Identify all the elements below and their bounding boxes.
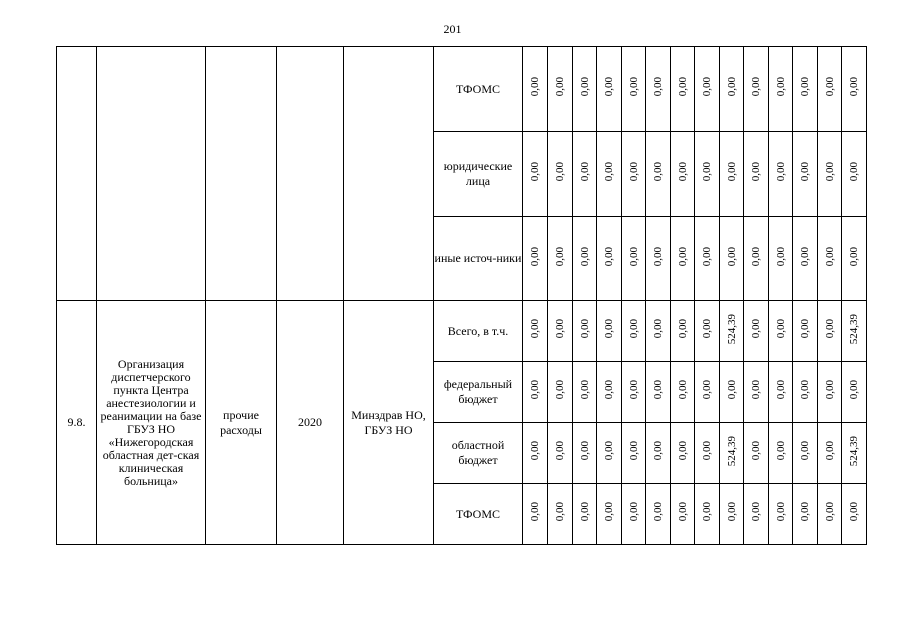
empty-merged-cell	[277, 47, 344, 301]
value-text: 0,00	[799, 77, 811, 97]
value-cell	[720, 132, 744, 217]
value-cell	[818, 484, 842, 545]
value-text: 0,00	[529, 319, 541, 339]
value-cell	[842, 47, 867, 132]
value-cell	[695, 47, 720, 132]
value-cell	[646, 484, 671, 545]
value-text: 0,00	[799, 319, 811, 339]
value-cell	[523, 132, 548, 217]
value-cell	[573, 423, 597, 484]
value-cell	[769, 362, 793, 423]
value-cell	[523, 423, 548, 484]
value-cell	[744, 423, 769, 484]
value-cell	[622, 132, 646, 217]
value-text: 0,00	[750, 380, 762, 400]
value-text: 0,00	[676, 162, 689, 182]
value-cell	[842, 301, 867, 362]
value-cell	[720, 484, 744, 545]
value-text: 0,00	[725, 77, 738, 97]
value-text: 0,00	[652, 441, 664, 461]
value-text: 0,00	[750, 441, 762, 461]
value-cell	[793, 132, 818, 217]
empty-merged-cell	[344, 47, 434, 301]
value-cell	[818, 423, 842, 484]
value-text: 0,00	[578, 380, 591, 400]
value-text: 0,00	[823, 77, 836, 97]
value-cell	[769, 423, 793, 484]
value-text: 0,00	[799, 502, 811, 522]
value-cell	[818, 362, 842, 423]
funding-source: иные источ-ники	[434, 217, 523, 301]
value-text: 0,00	[750, 77, 762, 97]
value-cell	[793, 217, 818, 301]
value-cell	[744, 132, 769, 217]
value-text: 0,00	[578, 319, 591, 339]
value-cell	[793, 47, 818, 132]
value-text: 0,00	[676, 246, 689, 267]
value-text: 0,00	[848, 502, 860, 522]
value-text: 0,00	[529, 441, 541, 461]
value-text: 0,00	[823, 502, 836, 522]
value-text: 524,39	[725, 435, 738, 467]
value-text: 0,00	[603, 380, 615, 400]
value-cell	[523, 362, 548, 423]
value-cell	[769, 47, 793, 132]
value-cell	[523, 301, 548, 362]
value-cell	[548, 217, 573, 301]
value-cell	[523, 484, 548, 545]
value-text: 0,00	[652, 502, 664, 522]
value-text: 0,00	[578, 502, 591, 522]
value-text: 0,00	[652, 380, 664, 400]
value-text: 0,00	[676, 502, 689, 522]
value-text: 0,00	[799, 246, 811, 267]
funding-source: юридические лица	[434, 132, 523, 217]
value-text: 0,00	[848, 77, 860, 97]
value-text: 0,00	[848, 162, 860, 182]
value-cell	[597, 484, 622, 545]
value-text: 0,00	[652, 77, 664, 97]
value-text: 0,00	[701, 441, 713, 461]
value-cell	[744, 301, 769, 362]
value-cell	[622, 362, 646, 423]
funding-source: ТФОМС	[434, 484, 523, 545]
value-text: 0,00	[652, 319, 664, 339]
value-text: 0,00	[774, 77, 787, 97]
budget-table	[56, 46, 867, 545]
value-cell	[793, 423, 818, 484]
value-cell	[744, 47, 769, 132]
value-cell	[646, 217, 671, 301]
value-cell	[842, 362, 867, 423]
value-cell	[818, 301, 842, 362]
value-cell	[818, 132, 842, 217]
value-text: 0,00	[701, 319, 713, 339]
value-text: 0,00	[554, 502, 566, 522]
value-text: 0,00	[529, 162, 541, 182]
table-row	[57, 47, 867, 132]
value-cell	[842, 132, 867, 217]
value-cell	[646, 132, 671, 217]
value-text: 0,00	[725, 502, 738, 522]
value-text: 0,00	[529, 380, 541, 400]
value-text: 0,00	[578, 246, 591, 267]
value-text: 0,00	[652, 162, 664, 182]
value-text: 0,00	[799, 441, 811, 461]
value-text: 0,00	[578, 162, 591, 182]
value-cell	[622, 484, 646, 545]
value-cell	[523, 217, 548, 301]
value-text: 0,00	[529, 502, 541, 522]
funding-source: Всего, в т.ч.	[434, 301, 523, 362]
value-text: 0,00	[627, 162, 640, 182]
value-cell	[646, 423, 671, 484]
value-text: 0,00	[750, 246, 762, 267]
value-text: 0,00	[554, 319, 566, 339]
value-cell	[622, 301, 646, 362]
value-text: 0,00	[676, 380, 689, 400]
value-cell	[646, 47, 671, 132]
value-cell	[793, 362, 818, 423]
value-text: 0,00	[603, 77, 615, 97]
value-cell	[671, 362, 695, 423]
value-cell	[769, 301, 793, 362]
value-text: 0,00	[701, 162, 713, 182]
value-cell	[548, 301, 573, 362]
value-text: 0,00	[603, 441, 615, 461]
value-text: 0,00	[799, 162, 811, 182]
value-text: 0,00	[823, 441, 836, 461]
value-text: 0,00	[701, 77, 713, 97]
value-cell	[622, 423, 646, 484]
value-cell	[573, 132, 597, 217]
value-text: 0,00	[652, 246, 664, 267]
value-cell	[720, 362, 744, 423]
value-text: 0,00	[774, 502, 787, 522]
value-cell	[597, 47, 622, 132]
item-name: Организация диспетчерского пункта Центра анестезиологии и реанимации на базе ГБУЗ НО «Нижегородская областная дет-ская клиническая больница»	[97, 301, 206, 545]
empty-merged-cell	[57, 47, 97, 301]
empty-merged-cell	[97, 47, 206, 301]
value-text: 0,00	[554, 380, 566, 400]
value-cell	[548, 423, 573, 484]
value-cell	[793, 484, 818, 545]
value-text: 0,00	[823, 162, 836, 182]
value-text: 0,00	[823, 246, 836, 267]
value-text: 524,39	[848, 313, 860, 345]
table-row	[57, 301, 867, 362]
value-cell	[818, 217, 842, 301]
value-cell	[744, 484, 769, 545]
value-cell	[597, 132, 622, 217]
value-cell	[671, 47, 695, 132]
value-text: 0,00	[823, 319, 836, 339]
value-text: 0,00	[627, 319, 640, 339]
value-text: 0,00	[848, 380, 860, 400]
value-cell	[597, 423, 622, 484]
value-cell	[573, 362, 597, 423]
value-text: 0,00	[750, 502, 762, 522]
value-cell	[548, 484, 573, 545]
value-text: 0,00	[750, 319, 762, 339]
page-number: 201	[443, 22, 462, 36]
value-cell	[769, 217, 793, 301]
empty-merged-cell	[206, 47, 277, 301]
value-text: 0,00	[676, 319, 689, 339]
value-text: 0,00	[554, 77, 566, 97]
value-cell	[695, 217, 720, 301]
item-executor: Минздрав НО, ГБУЗ НО	[344, 301, 434, 545]
value-cell	[842, 484, 867, 545]
value-cell	[720, 217, 744, 301]
value-text: 0,00	[676, 441, 689, 461]
value-text: 0,00	[848, 246, 860, 267]
expense-type: прочие расходы	[206, 301, 277, 545]
value-cell	[695, 132, 720, 217]
value-cell	[671, 132, 695, 217]
value-cell	[622, 217, 646, 301]
value-cell	[744, 217, 769, 301]
value-cell	[842, 423, 867, 484]
value-cell	[720, 301, 744, 362]
value-text: 0,00	[627, 380, 640, 400]
value-cell	[671, 484, 695, 545]
value-cell	[695, 484, 720, 545]
value-cell	[548, 47, 573, 132]
value-cell	[818, 47, 842, 132]
value-text: 0,00	[774, 246, 787, 267]
value-text: 0,00	[725, 246, 738, 267]
value-text: 0,00	[774, 441, 787, 461]
value-cell	[597, 301, 622, 362]
value-cell	[695, 423, 720, 484]
value-text: 0,00	[774, 162, 787, 182]
value-text: 0,00	[603, 246, 615, 267]
item-year: 2020	[277, 301, 344, 545]
value-text: 0,00	[627, 502, 640, 522]
value-text: 0,00	[627, 246, 640, 267]
value-text: 0,00	[701, 246, 713, 267]
value-text: 0,00	[774, 380, 787, 400]
value-cell	[548, 362, 573, 423]
value-text: 0,00	[725, 162, 738, 182]
value-cell	[720, 423, 744, 484]
value-text: 0,00	[529, 246, 541, 267]
value-cell	[573, 484, 597, 545]
value-cell	[793, 301, 818, 362]
value-cell	[769, 484, 793, 545]
value-cell	[622, 47, 646, 132]
value-text: 524,39	[725, 313, 738, 345]
value-text: 0,00	[578, 441, 591, 461]
value-text: 0,00	[529, 77, 541, 97]
value-text: 0,00	[627, 77, 640, 97]
item-number: 9.8.	[57, 301, 97, 545]
value-cell	[842, 217, 867, 301]
value-text: 0,00	[554, 246, 566, 267]
value-cell	[720, 47, 744, 132]
value-text: 0,00	[603, 502, 615, 522]
funding-source: ТФОМС	[434, 47, 523, 132]
value-text: 0,00	[774, 319, 787, 339]
funding-source: федеральный бюджет	[434, 362, 523, 423]
value-cell	[695, 301, 720, 362]
value-cell	[671, 423, 695, 484]
value-cell	[548, 132, 573, 217]
value-cell	[597, 217, 622, 301]
value-text: 0,00	[603, 319, 615, 339]
value-cell	[695, 362, 720, 423]
value-cell	[646, 301, 671, 362]
value-cell	[744, 362, 769, 423]
value-text: 0,00	[799, 380, 811, 400]
value-cell	[671, 301, 695, 362]
value-text: 0,00	[554, 162, 566, 182]
value-cell	[646, 362, 671, 423]
value-text: 0,00	[823, 380, 836, 400]
funding-source: областной бюджет	[434, 423, 523, 484]
value-cell	[769, 132, 793, 217]
value-text: 0,00	[701, 502, 713, 522]
value-text: 0,00	[750, 162, 762, 182]
value-text: 0,00	[627, 441, 640, 461]
value-cell	[671, 217, 695, 301]
value-text: 0,00	[725, 380, 738, 400]
value-text: 524,39	[848, 435, 860, 467]
value-text: 0,00	[701, 380, 713, 400]
value-cell	[597, 362, 622, 423]
value-cell	[573, 217, 597, 301]
value-text: 0,00	[603, 162, 615, 182]
value-cell	[523, 47, 548, 132]
value-cell	[573, 301, 597, 362]
value-text: 0,00	[578, 77, 591, 97]
value-text: 0,00	[676, 77, 689, 97]
value-cell	[573, 47, 597, 132]
value-text: 0,00	[554, 441, 566, 461]
